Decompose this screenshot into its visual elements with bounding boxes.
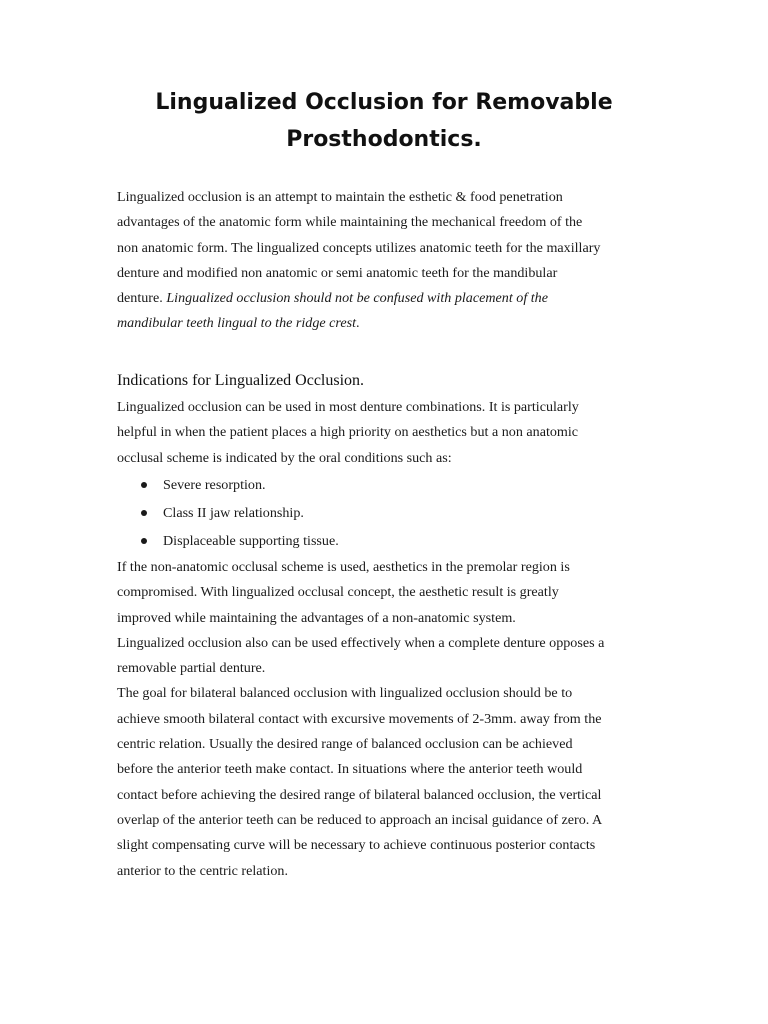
text-line: Lingualized occlusion can be used in most denture combinations. It is particularly [117, 399, 579, 415]
bullet-icon [141, 510, 147, 516]
italic-note: mandibular teeth lingual to the ridge crest [117, 315, 357, 332]
bullet-icon [141, 482, 147, 488]
text-line: occlusal scheme is indicated by the oral conditions such as: [117, 449, 452, 466]
text-line: The goal for bilateral balanced occlusion with lingualized occlusion should be to [117, 685, 573, 702]
intro-paragraph [117, 185, 677, 337]
text-line: Lingualized occlusion is an attempt to maintain the esthetic & food penetration [117, 189, 563, 205]
list-item [117, 499, 339, 527]
text-line: non anatomic form. The lingualized concepts utilizes anatomic teeth for the maxillary [117, 239, 601, 256]
document-title [60, 84, 708, 158]
text-line: achieve smooth bilateral contact with excursive movements of 2-3mm. away from the [117, 710, 602, 727]
text-line: centric relation. Usually the desired range of balanced occlusion can be achieved [117, 736, 573, 753]
text-run: denture. [117, 290, 167, 307]
text-line [117, 286, 677, 311]
continuation-paragraph [117, 555, 677, 884]
list-item-text: Class II jaw relationship. [163, 505, 304, 522]
indications-paragraph [117, 395, 677, 471]
indications-list [117, 471, 339, 556]
text-line: overlap of the anterior teeth can be reduced to approach an incisal guidance of zero. A [117, 811, 603, 828]
italic-note: Lingualized occlusion should not be confused with placement of the [166, 290, 548, 307]
title-line: Prosthodontics. [286, 127, 482, 152]
list-item-text: Displaceable supporting tissue. [163, 533, 339, 550]
section-heading: Indications for Lingualized Occlusion. [117, 372, 365, 389]
text-line: before the anterior teeth make contact. In situations where the anterior teeth would [117, 761, 583, 778]
text-line: advantages of the anatomic form while maintaining the mechanical freedom of the [117, 214, 583, 231]
text-line [117, 311, 677, 336]
text-line: helpful in when the patient places a high priority on aesthetics but a non anatomic [117, 424, 579, 441]
text-line: denture and modified non anatomic or semi anatomic teeth for the mandibular [117, 264, 558, 281]
list-item [117, 471, 339, 499]
list-item [117, 527, 339, 555]
text-line: contact before achieving the desired range of bilateral balanced occlusion, the vertical [117, 786, 602, 803]
text-line: anterior to the centric relation. [117, 862, 289, 879]
text-line: improved while maintaining the advantages of a non-anatomic system. [117, 609, 516, 626]
text-line: Lingualized occlusion also can be used effectively when a complete denture opposes a [117, 634, 605, 651]
text-line: slight compensating curve will be necessary to achieve continuous posterior contacts [117, 837, 596, 854]
title-line: Lingualized Occlusion for Removable [155, 90, 613, 115]
text-run: . [356, 315, 360, 332]
list-item-text: Severe resorption. [163, 477, 266, 493]
text-line: If the non-anatomic occlusal scheme is used, aesthetics in the premolar region is [117, 559, 570, 575]
text-line: compromised. With lingualized occlusal concept, the aesthetic result is greatly [117, 584, 559, 601]
bullet-icon [141, 538, 147, 544]
text-line: removable partial denture. [117, 660, 266, 677]
